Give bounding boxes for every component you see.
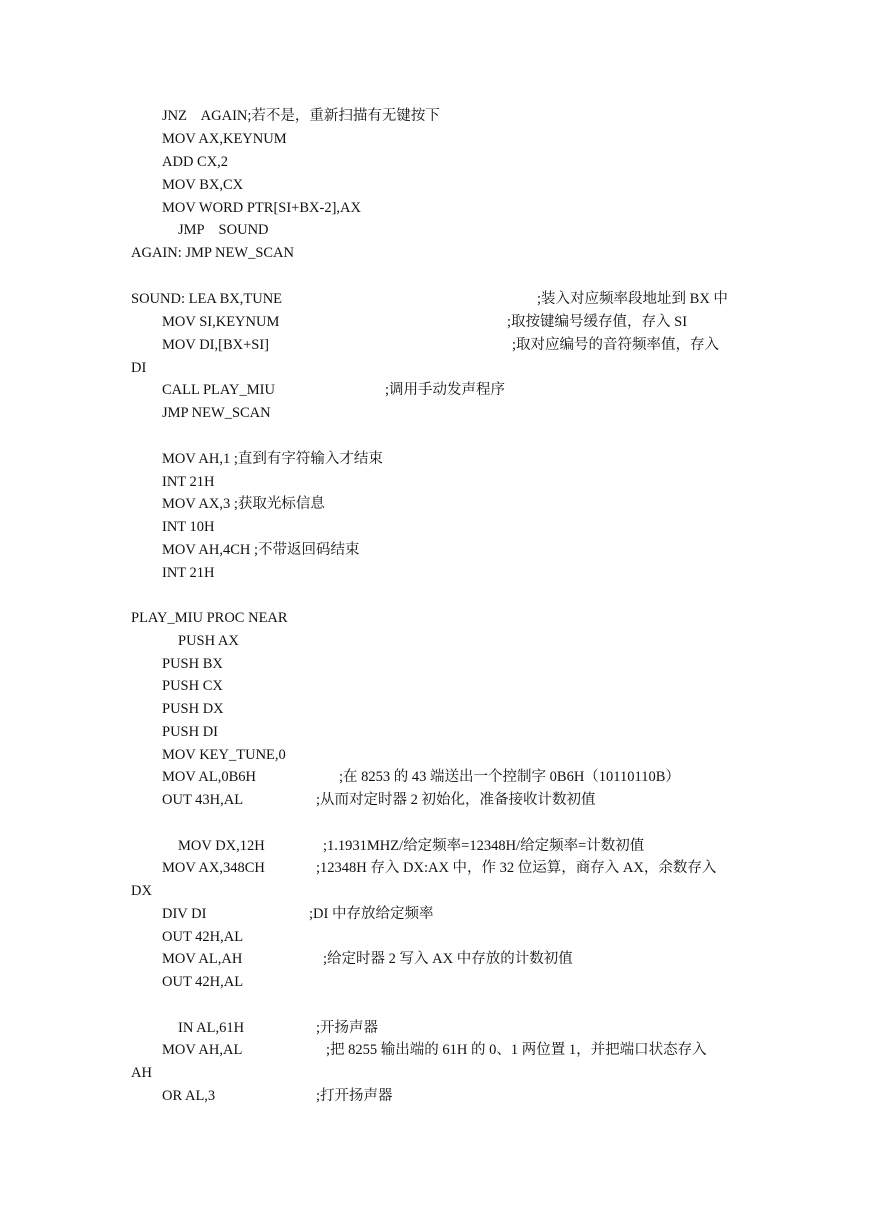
- code-line: MOV SI,KEYNUM: [162, 314, 280, 330]
- code-line: OR AL,3: [162, 1088, 216, 1104]
- code-line: OUT 42H,AL: [162, 974, 244, 990]
- code-comment: ;把 8255 输出端的 61H 的 0、1 两位置 1，并把端口状态存入: [326, 1042, 707, 1058]
- code-line: ADD CX,2: [162, 154, 229, 170]
- code-line: JMP SOUND: [178, 222, 269, 238]
- code-line: INT 10H: [162, 519, 215, 535]
- code-line-label: SOUND: LEA BX,TUNE: [131, 291, 283, 307]
- code-line: MOV WORD PTR[SI+BX-2],AX: [162, 200, 361, 216]
- code-line: OUT 43H,AL: [162, 792, 244, 808]
- code-line: MOV AX,3 ;获取光标信息: [162, 496, 325, 512]
- code-line: MOV AH,4CH ;不带返回码结束: [162, 542, 360, 558]
- code-line: INT 21H: [162, 565, 215, 581]
- code-comment: ;装入对应频率段地址到 BX 中: [537, 291, 728, 307]
- code-line: MOV AX,KEYNUM: [162, 131, 287, 147]
- code-line: JNZ AGAIN;若不是，重新扫描有无键按下: [162, 108, 440, 124]
- code-line: MOV AH,AL: [162, 1042, 243, 1058]
- code-line: MOV BX,CX: [162, 177, 244, 193]
- code-line: MOV AL,0B6H: [162, 769, 256, 785]
- code-comment: ;1.1931MHZ/给定频率=12348H/给定频率=计数初值: [323, 838, 645, 854]
- code-line-wrap: AH: [131, 1065, 152, 1081]
- code-comment: ;从而对定时器 2 初始化，准备接收计数初值: [316, 792, 596, 808]
- code-line: MOV AX,348CH: [162, 860, 265, 876]
- code-comment: ;调用手动发声程序: [385, 382, 506, 398]
- code-line: MOV AH,1 ;直到有字符输入才结束: [162, 451, 383, 467]
- code-line: JMP NEW_SCAN: [162, 405, 271, 421]
- code-comment: ;给定时器 2 写入 AX 中存放的计数初值: [323, 951, 573, 967]
- code-line: PUSH BX: [162, 656, 223, 672]
- code-comment: ;DI 中存放给定频率: [309, 906, 434, 922]
- code-line: PUSH CX: [162, 678, 223, 694]
- code-line: PUSH AX: [178, 633, 239, 649]
- code-line: PUSH DI: [162, 724, 218, 740]
- code-line-wrap: DX: [131, 883, 152, 899]
- code-line: MOV AL,AH: [162, 951, 243, 967]
- code-comment: ;12348H 存入 DX:AX 中，作 32 位运算，商存入 AX，余数存入: [316, 860, 717, 876]
- code-line: OUT 42H,AL: [162, 929, 244, 945]
- code-line-wrap: DI: [131, 360, 147, 376]
- code-comment: ;打开扬声器: [316, 1088, 393, 1104]
- code-line-label: AGAIN: JMP NEW_SCAN: [131, 245, 294, 261]
- code-comment: ;取对应编号的音符频率值，存入: [512, 337, 720, 353]
- code-line: INT 21H: [162, 474, 215, 490]
- code-line: MOV KEY_TUNE,0: [162, 747, 286, 763]
- code-comment: ;取按键编号缓存值，存入 SI: [507, 314, 688, 330]
- code-line: CALL PLAY_MIU: [162, 382, 275, 398]
- code-comment: ;在 8253 的 43 端送出一个控制字 0B6H（10110110B）: [339, 769, 680, 785]
- code-line: DIV DI: [162, 906, 207, 922]
- code-line: MOV DI,[BX+SI]: [162, 337, 269, 353]
- code-line: IN AL,61H: [178, 1020, 245, 1036]
- code-line: MOV DX,12H: [178, 838, 265, 854]
- code-line-label: PLAY_MIU PROC NEAR: [131, 610, 288, 626]
- code-line: PUSH DX: [162, 701, 224, 717]
- code-comment: ;开扬声器: [316, 1020, 379, 1036]
